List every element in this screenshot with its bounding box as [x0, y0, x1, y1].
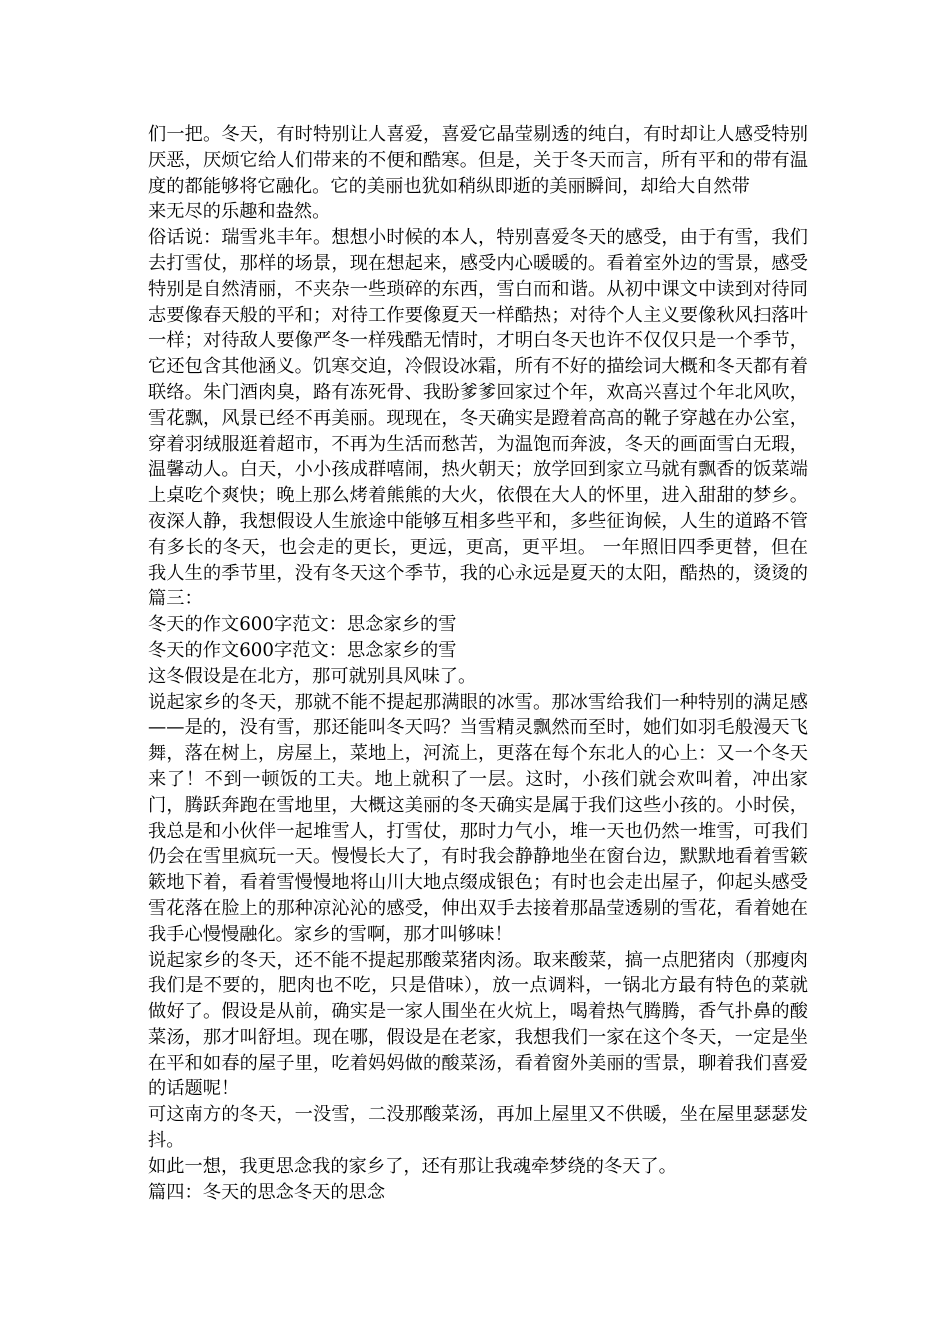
- paragraph-homesick: 如此一想，我更思念我的家乡了，还有那让我魂牵梦绕的冬天了。: [148, 1155, 677, 1177]
- paragraph-sauerkraut-soup: 说起家乡的冬天，还不能不提起那酸菜猪肉汤。取来酸菜，搞一点肥猪肉（那瘦肉我们是不要的，肥肉也不吃，只是借味），放一点调料，一锅北方最有特色的菜就做好了。假设是从前，确实是一家人围坐在火炕上，喝着热气腾腾，香气扑鼻的酸菜汤，那才叫舒坦。现在哪，假设是在老家，我想我们一家在这个冬天，一定是坐在平和如春的屋子里，吃着妈妈做的酸菜汤，看着窗外美丽的雪景，聊着我们喜爱的话题呢！: [148, 949, 808, 1100]
- paragraph-continuation: 们一把。冬天，有时特别让人喜爱，喜爱它晶莹剔透的纯白，有时却让人感受特别厌恶，厌烦它给人们带来的不便和酷寒。但是，关于冬天而言，所有平和的带有温度的都能够将它融化。它的美丽也犹如稍纵即逝的美丽瞬间，却给大自然带: [148, 124, 808, 197]
- essay-title: 冬天的作文600字范文：思念家乡的雪: [148, 614, 457, 636]
- paragraph-winter-memories: 俗话说：瑞雪兆丰年。想想小时候的本人，特别喜爱冬天的感受，由于有雪，我们去打雪仗，那样的场景，现在想起来，感受内心暖暖的。看着室外边的雪景，感受特别是自然清丽，不夹杂一些琐碎的东西，雪白而和谐。从初中课文中读到对待同志要像春天般的平和；对待工作要像夏天一样酷热；对待个人主义要像秋风扫落叶一样；对待敌人要像严冬一样残酷无情时，才明白冬天也许不仅仅只是一个季节，它还包含其他涵义。饥寒交迫，冷假设冰霜，所有不好的描绘词大概和冬天都有着联络。朱门酒肉臭，路有冻死骨、我盼爹爹回家过个年，欢高兴喜过个年北风吹，雪花飘，风景已经不再美丽。现现在，冬天确实是蹬着高高的靴子穿越在办公室，穿着羽绒服逛着超市，不再为生活而愁苦，为温饱而奔波，冬天的画面雪白无瑕，温馨动人。白天，小小孩成群嘻闹，热火朝天；放学回到家立马就有飘香的饭菜端上桌吃个爽快；晚上那么烤着熊熊的大火，依偎在大人的怀里，进入甜甜的梦乡。夜深人静，我想假设人生旅途中能够互相多些平和，多些征询候，人生的道路不管有多长的冬天，也会走的更长，更远，更高，更平坦。 一年照旧四季更替，但在我人生的季节里，没有冬天这个季节，我的心永远是夏天的太阳，酷热的，烫烫的 篇三：: [148, 227, 808, 610]
- paragraph-snow: 说起家乡的冬天，那就不能不提起那满眼的冰雪。那冰雪给我们一种特别的满足感——是的，没有雪，那还能叫冬天吗？当雪精灵飘然而至时，她们如羽毛般漫天飞舞，落在树上，房屋上，菜地上，河流上，更落在每个东北人的心上：又一个冬天来了！不到一顿饭的工夫。地上就积了一层。这时，小孩们就会欢叫着，冲出家门，腾跃奔跑在雪地里，大概这美丽的冬天确实是属于我们这些小孩的。小时侯，我总是和小伙伴一起堆雪人，打雪仗，那时力气小，堆一天也仍然一堆雪，可我们仍会在雪里疯玩一天。慢慢长大了，有时我会静静地坐在窗台边，默默地看着雪簌簌地下着，看着雪慢慢地将山川大地点缀成银色；有时也会走出屋子，仰起头感受雪花落在脸上的那种凉沁沁的感受，伸出双手去接着那晶莹透剔的雪花，看着她在我手心慢慢融化。家乡的雪啊，那才叫够味！: [148, 691, 808, 945]
- section-heading-four: 篇四：冬天的思念冬天的思念: [148, 1181, 386, 1203]
- paragraph-north: 这冬假设是在北方，那可就别具风味了。: [148, 665, 477, 687]
- essay-title-repeat: 冬天的作文600字范文：思念家乡的雪: [148, 639, 457, 661]
- paragraph-continuation-end: 来无尽的乐趣和盎然。: [148, 201, 331, 223]
- document-body: [148, 122, 808, 1205]
- paragraph-south-winter: 可这南方的冬天，一没雪，二没那酸菜汤，再加上屋里又不供暖，坐在屋里瑟瑟发抖。: [148, 1104, 808, 1152]
